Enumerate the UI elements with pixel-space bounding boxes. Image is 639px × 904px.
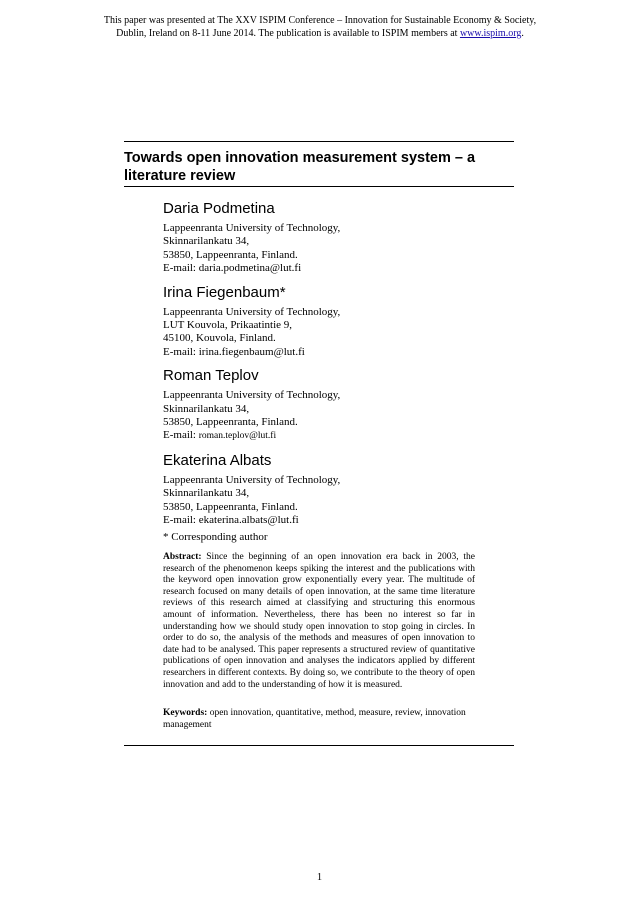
city-line: 53850, Lappeenranta, Finland. [163, 500, 298, 513]
affiliation-line: Lappeenranta University of Technology, [163, 305, 341, 318]
address-line: LUT Kouvola, Prikaatintie 9, [163, 319, 293, 332]
author-name: Ekaterina Albats [163, 451, 272, 469]
address-line: Skinnarilankatu 34, [163, 402, 250, 415]
city-line: 53850, Lappeenranta, Finland. [163, 248, 298, 261]
keywords-text: open innovation, quantitative, method, measure, review, innovation management [163, 708, 466, 730]
email-label: E-mail: [163, 429, 199, 442]
author-name: Irina Fiegenbaum* [163, 283, 286, 301]
address-line: Skinnarilankatu 34, [163, 235, 250, 248]
affiliation-line: Lappeenranta University of Technology, [163, 473, 341, 486]
page-number: 1 [316, 872, 323, 883]
email-address: roman.teplov@lut.fi [198, 431, 277, 442]
email-address: daria.podmetina@lut.fi [198, 262, 302, 275]
affiliation-line: Lappeenranta University of Technology, [163, 222, 341, 234]
email-line [163, 514, 503, 527]
address-line: Skinnarilankatu 34, [163, 487, 250, 500]
email-line [163, 262, 503, 275]
email-address: ekaterina.albats@lut.fi [198, 514, 299, 527]
ispim-link[interactable]: www.ispim.org [459, 28, 522, 39]
author-list [163, 200, 503, 536]
city-line: 53850, Lappeenranta, Finland. [163, 416, 298, 429]
email-label: E-mail: [163, 514, 199, 527]
title-top-rule [124, 141, 514, 142]
affiliation-line: Lappeenranta University of Technology, [163, 389, 341, 402]
city-line: 45100, Kouvola, Finland. [163, 332, 276, 345]
paper-title: Towards open innovation measurement system – a literature review [124, 150, 476, 184]
email-label: E-mail: [163, 262, 199, 275]
abstract [163, 552, 475, 691]
author-name: Daria Podmetina [163, 200, 275, 217]
email-line [163, 429, 503, 443]
author-name: Roman Teplov [163, 367, 259, 385]
author-block [163, 367, 503, 444]
abstract-label: Abstract: [163, 552, 202, 562]
email-line [163, 346, 503, 359]
conference-notice [100, 14, 540, 40]
author-block [163, 452, 503, 528]
author-block [163, 284, 503, 360]
keywords [163, 708, 475, 731]
keywords-label: Keywords: [163, 708, 208, 718]
title-bottom-rule [124, 186, 514, 187]
conference-notice-text: This paper was presented at The XXV ISPIM Conference – Innovation for Sustainable Economy & Society, Dublin, Ireland on 8-11 June 2014. The publication is available to ISPIM members at [103, 15, 537, 39]
abstract-text: Since the beginning of an open innovation era back in 2003, the research of the phenomenon keeps spiking the interest and the publications with the keyword open innovation grow exponentially every year. The multitude of research focused on many details of open innovation, at the same time literature reviews of this research aimed at classifying and structuring this enormous amount of information. Nevertheless, there has been no interest so far in understanding how we should study open innovation to stop going in circles. In order to do so, the analysis of the methods and measures of open innovation to date had to be analysed. This paper represents a structured review of quantitative publications of open innovation and analyses the indicators applied by different researchers in different contexts. By doing so, we contribute to the theory of open innovation and add to the understanding of how it is measured. [163, 552, 476, 690]
email-label: E-mail: [163, 345, 199, 358]
abstract-bottom-rule [124, 745, 514, 746]
corresponding-author-note: * Corresponding author [163, 531, 268, 543]
email-address: irina.fiegenbaum@lut.fi [198, 345, 305, 358]
notice-period: . [521, 28, 524, 39]
author-block [163, 200, 503, 276]
